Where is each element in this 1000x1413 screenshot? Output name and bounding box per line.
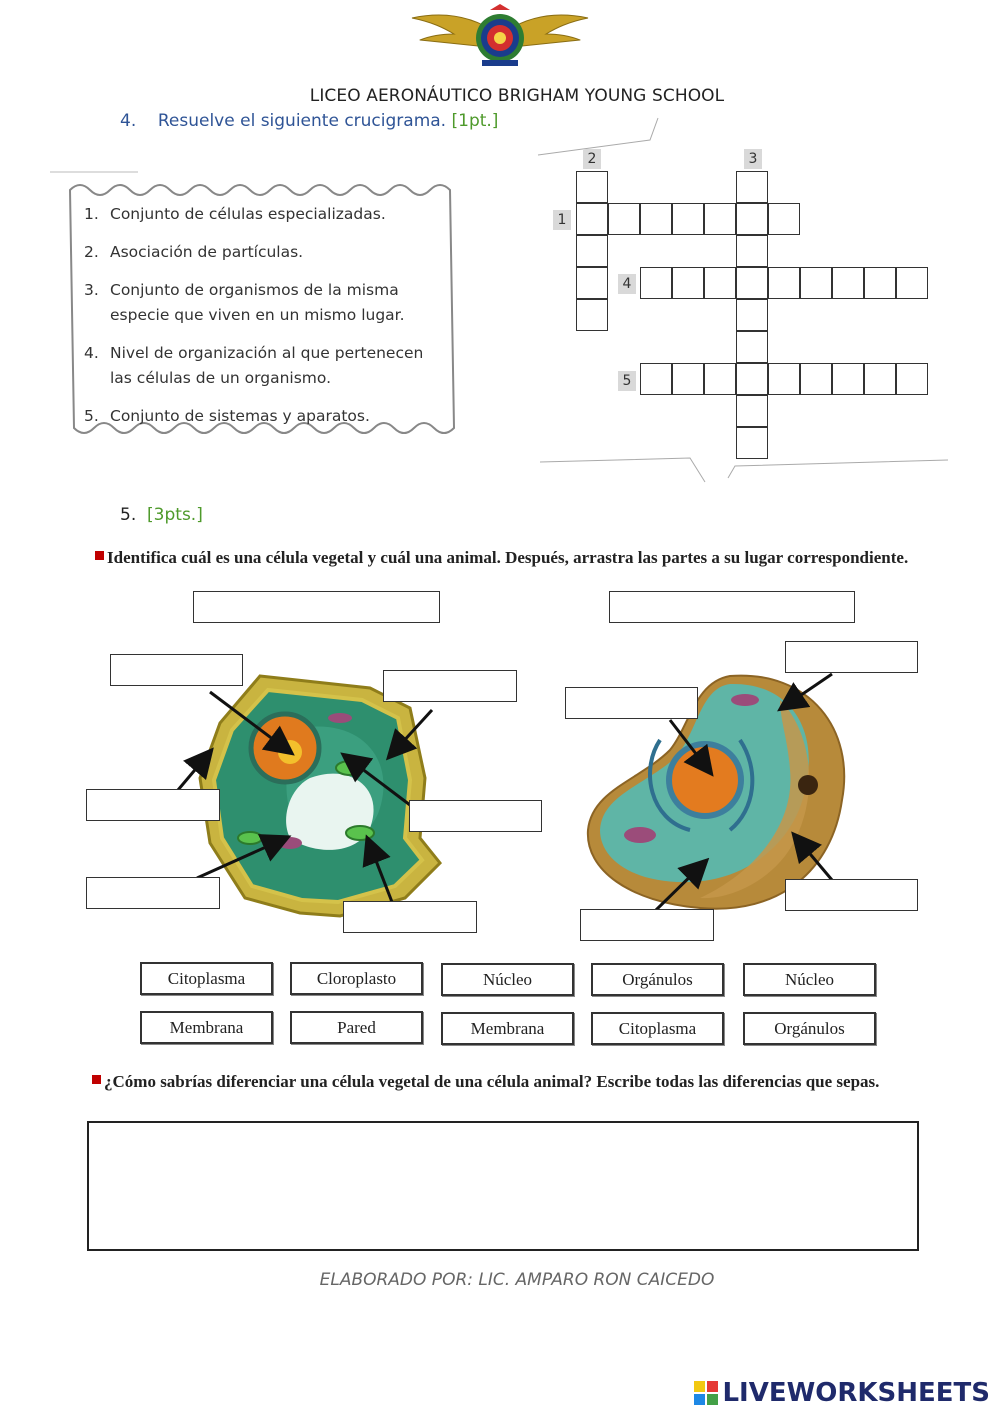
crossword-number-1: 1 — [553, 210, 571, 230]
animal-label-input-3[interactable] — [785, 879, 918, 911]
crossword-number-5: 5 — [618, 371, 636, 391]
clue-text: Conjunto de sistemas y aparatos. — [110, 407, 370, 425]
word-chip[interactable]: Membrana — [140, 1011, 273, 1044]
liveworksheets-brand: LIVEWORKSHEETS — [722, 1378, 990, 1408]
animal-label-input-1[interactable] — [785, 641, 918, 673]
clue-text: Conjunto de organismos de la misma especie que viven en un mismo lugar. — [110, 281, 405, 324]
question-4-text: Resuelve el siguiente crucigrama. — [157, 111, 447, 131]
question-4-points: [1pt.] — [451, 111, 499, 131]
plant-label-input-5[interactable] — [86, 877, 220, 909]
word-chip[interactable]: Cloroplasto — [290, 962, 423, 995]
word-chip[interactable]: Membrana — [441, 1012, 574, 1045]
clue-text: Nivel de organización al que pertenecen las células de un organismo. — [110, 344, 424, 387]
clue-text: Conjunto de células especializadas. — [110, 205, 386, 223]
liveworksheets-logo — [694, 1378, 990, 1408]
question-5-points: [3pts.] — [147, 505, 203, 525]
animal-label-input-2[interactable] — [565, 687, 698, 719]
differences-answer-input[interactable] — [87, 1121, 919, 1251]
clue-number: 1. — [84, 205, 99, 223]
cell-instruction-text: Identifica cuál es una célula vegetal y cuál una animal. Después, arrastra las partes a su lugar correspondiente. — [107, 548, 909, 567]
crossword-number-2: 2 — [583, 149, 601, 169]
clue-number: 2. — [84, 243, 99, 261]
plant-label-input-3[interactable] — [86, 789, 220, 821]
plant-label-input-4[interactable] — [409, 800, 542, 832]
clue-number: 5. — [84, 407, 99, 425]
question-4-number: 4. — [120, 111, 137, 131]
word-chip[interactable]: Pared — [290, 1011, 423, 1044]
word-chip[interactable]: Orgánulos — [591, 963, 724, 996]
plant-label-input-6[interactable] — [343, 901, 477, 933]
liveworksheets-logo-icon — [694, 1381, 718, 1405]
word-chip[interactable]: Orgánulos — [743, 1012, 876, 1045]
bullet-icon — [92, 1075, 101, 1084]
clue-text: Asociación de partículas. — [110, 243, 304, 261]
clue-number: 3. — [84, 281, 99, 299]
question-5-number: 5. — [120, 505, 137, 525]
word-chip[interactable]: Núcleo — [441, 963, 574, 996]
crossword-number-4: 4 — [618, 274, 636, 294]
school-name: LICEO AERONÁUTICO BRIGHAM YOUNG SCHOOL — [309, 86, 725, 106]
word-chip[interactable]: Núcleo — [743, 963, 876, 996]
differences-question — [92, 1071, 912, 1092]
crossword-number-3: 3 — [744, 149, 762, 169]
plant-label-input-1[interactable] — [110, 654, 243, 686]
word-chip[interactable]: Citoplasma — [140, 962, 273, 995]
animal-label-input-4[interactable] — [580, 909, 714, 941]
differences-question-text: ¿Cómo sabrías diferenciar una célula vegetal de una célula animal? Escribe todas las diferencias que sepas. — [104, 1072, 880, 1091]
clue-number: 4. — [84, 344, 99, 362]
word-chip[interactable]: Citoplasma — [591, 1012, 724, 1045]
author-footer: ELABORADO POR: LIC. AMPARO RON CAICEDO — [319, 1270, 715, 1290]
plant-label-input-2[interactable] — [383, 670, 517, 702]
